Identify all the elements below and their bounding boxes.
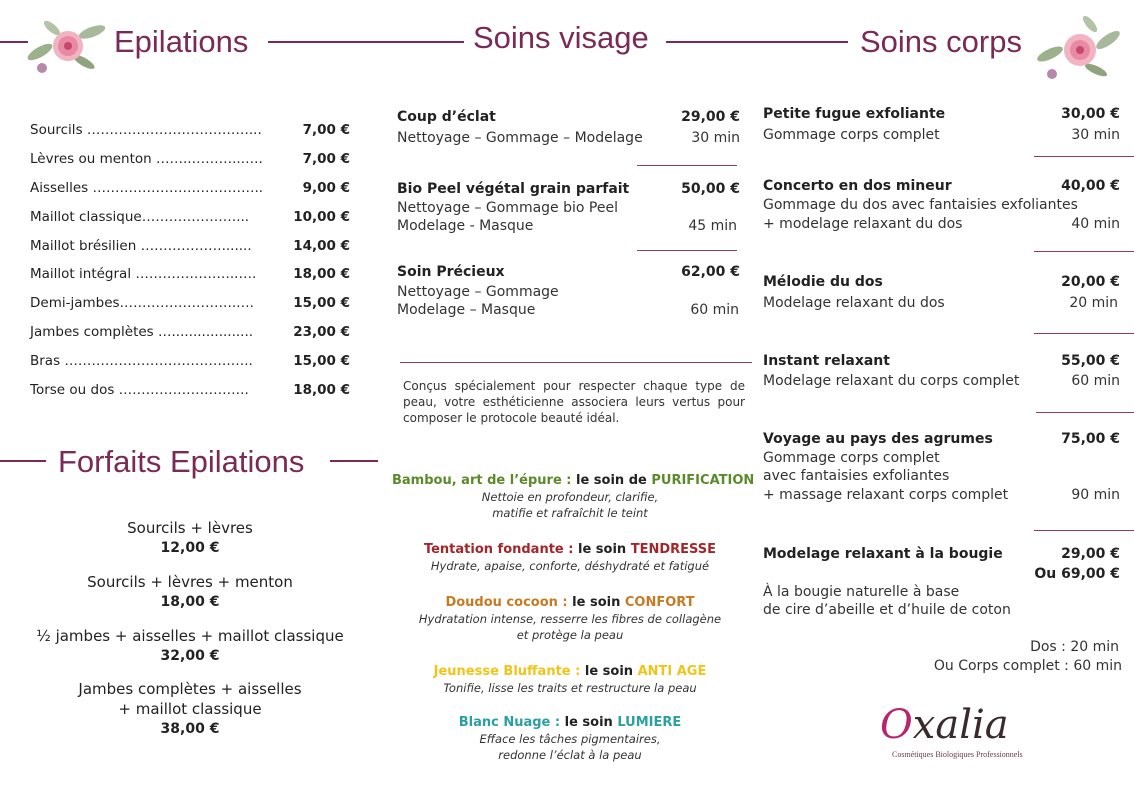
soin-price: 29,00 €: [1061, 546, 1120, 562]
gamme-description: Nettoie en profondeur, clarifie,: [481, 490, 659, 504]
separator-line: [1034, 251, 1134, 252]
forfait-item: [20, 679, 360, 739]
epilation-price: 15,00 €: [293, 353, 350, 369]
gamme-item-purification: [392, 472, 755, 521]
soin-duration: 30 min: [691, 130, 740, 146]
soin-duration: 20 min: [1069, 295, 1118, 311]
soin-description: Gommage du dos avec fantaisies exfoliantes: [763, 197, 1078, 213]
oxalia-logo: [880, 700, 1023, 770]
heading-rule: [0, 460, 46, 462]
soin-description: Modelage relaxant du corps complet: [763, 373, 1020, 389]
soin-title: Soin Précieux: [397, 264, 505, 280]
epilation-label: Sourcils ………………………………...: [30, 122, 262, 138]
soin-description: Nettoyage – Gommage bio Peel: [397, 200, 618, 216]
gamme-name: Doudou cocoon :: [445, 595, 568, 610]
soin-description: Nettoyage – Gommage: [397, 284, 559, 300]
soin-price: 55,00 €: [1061, 353, 1120, 369]
epilation-label: Maillot classique…………………...: [30, 209, 250, 225]
gamme-item-tendresse: [392, 541, 748, 574]
gamme-description: redonne l’éclat à la peau: [498, 748, 642, 762]
gamme-item-anti-age: [392, 663, 748, 696]
gamme-connector: le soin: [580, 664, 638, 679]
soin-price: 40,00 €: [1061, 178, 1120, 194]
gamme-name: Jeunesse Bluffante :: [433, 664, 581, 679]
soin-title: Coup d’éclat: [397, 109, 496, 125]
separator-line: [1034, 156, 1134, 157]
soin-description: Modelage relaxant du dos: [763, 295, 945, 311]
soin-price: 50,00 €: [681, 181, 740, 197]
epilation-price: 15,00 €: [293, 295, 350, 311]
epilation-label: Jambes complètes …...................: [30, 324, 254, 340]
soin-title: Petite fugue exfoliante: [763, 106, 946, 122]
soin-description: Modelage – Masque: [397, 302, 536, 318]
gamme-connector: le soin: [573, 542, 631, 557]
soin-price: 20,00 €: [1061, 274, 1120, 290]
gamme-soin: LUMIERE: [617, 715, 682, 730]
forfait-item: [20, 518, 360, 558]
soin-description: + modelage relaxant du dos: [763, 216, 963, 232]
forfait-label: ½ jambes + aisselles + maillot classique: [36, 627, 344, 645]
epilation-label: Lèvres ou menton ……..………..…..: [30, 151, 263, 167]
soin-duration: 30 min: [1071, 127, 1120, 143]
soin-description: Modelage - Masque: [397, 218, 534, 234]
forfait-label-continued: + maillot classique: [118, 700, 262, 718]
gamme-soin: PURIFICATION: [651, 473, 755, 488]
logo-text: xalia: [912, 702, 1009, 748]
heading-rule: [330, 460, 378, 462]
gamme-soin: TENDRESSE: [630, 542, 717, 557]
soin-duration: Ou Corps complet : 60 min: [933, 658, 1122, 674]
forfait-item: [20, 572, 360, 612]
soin-title: Concerto en dos mineur: [763, 178, 952, 194]
soin-description: Gommage corps complet: [763, 450, 940, 466]
epilation-price: 18,00 €: [293, 382, 350, 398]
gamme-connector: le soin: [567, 595, 625, 610]
intro-text: Conçus spécialement pour respecter chaque type de peau, votre esthéticienne associera leurs vertus pour composer le protocole beauté idéal.: [403, 379, 745, 425]
epilation-label: Aisselles ………………………………..: [30, 180, 264, 196]
epilation-label: Demi-jambes……………………..….: [30, 295, 254, 311]
heading-rule-left: [0, 41, 28, 43]
epilation-price: 23,00 €: [293, 324, 350, 340]
separator-line: [1034, 530, 1134, 531]
forfait-label: Jambes complètes + aisselles: [78, 680, 302, 698]
epilation-price: 10,00 €: [293, 209, 350, 225]
separator-line: [637, 250, 737, 251]
epilation-price: 14,00 €: [293, 238, 350, 254]
soin-duration: 90 min: [1071, 487, 1120, 503]
forfait-price: 38,00 €: [160, 721, 220, 737]
soin-price: 29,00 €: [681, 109, 740, 125]
soin-duration: 60 min: [1071, 373, 1120, 389]
soin-price: 30,00 €: [1061, 106, 1120, 122]
gamme-name: Bambou, art de l’épure :: [392, 473, 572, 488]
soin-duration: Dos : 20 min: [1030, 639, 1119, 655]
soin-title: Bio Peel végétal grain parfait: [397, 181, 630, 197]
gamme-item-confort: [392, 594, 748, 643]
soin-duration: 60 min: [690, 302, 739, 318]
heading-rule: [666, 41, 848, 43]
forfait-price: 32,00 €: [160, 648, 220, 664]
epilation-price: 18,00 €: [293, 266, 350, 282]
soin-price: 75,00 €: [1061, 431, 1120, 447]
soin-title: Voyage au pays des agrumes: [763, 431, 993, 447]
separator-line: [400, 362, 752, 363]
epilation-price: 7,00 €: [302, 151, 350, 167]
heading-soins-visage: Soins visage: [473, 20, 649, 55]
epilation-price: 9,00 €: [302, 180, 350, 196]
soin-title: Mélodie du dos: [763, 274, 883, 290]
heading-forfaits: Forfaits Epilations: [58, 444, 305, 479]
logo-subtitle: Cosmétiques Biologiques Professionnels: [892, 750, 1023, 759]
separator-line: [1034, 333, 1134, 334]
gamme-connector: le soin de: [571, 473, 652, 488]
forfait-price: 18,00 €: [160, 594, 220, 610]
soin-description: Gommage corps complet: [763, 127, 940, 143]
epilation-price: 7,00 €: [302, 122, 350, 138]
forfait-label: Sourcils + lèvres: [127, 519, 253, 537]
heading-rule: [268, 41, 464, 43]
soin-price-alt: Ou 69,00 €: [1034, 566, 1120, 582]
gamme-soin: ANTI AGE: [637, 664, 707, 679]
soin-description: Nettoyage – Gommage – Modelage: [397, 130, 643, 146]
gamme-soin: CONFORT: [624, 595, 695, 610]
epilation-label: Torse ou dos ………………………..: [30, 382, 249, 398]
gamme-name: Tentation fondante :: [423, 542, 574, 557]
gamme-description: et protège la peau: [516, 628, 624, 642]
soin-title: Modelage relaxant à la bougie: [763, 546, 1003, 562]
soin-price: 62,00 €: [681, 264, 740, 280]
soin-duration: 40 min: [1071, 216, 1120, 232]
separator-line: [1036, 412, 1134, 413]
soin-description: avec fantaisies exfoliantes: [763, 468, 950, 484]
separator-line: [637, 165, 737, 166]
forfait-price: 12,00 €: [160, 540, 220, 556]
epilation-label: Maillot brésilien ……………….......: [30, 238, 252, 254]
gamme-connector: le soin: [560, 715, 618, 730]
flower-decoration-left: [22, 10, 114, 80]
gamme-item-lumiere: [392, 714, 748, 763]
soin-duration: 45 min: [688, 218, 737, 234]
soin-title: Instant relaxant: [763, 353, 890, 369]
soin-description: de cire d’abeille et d’huile de coton: [763, 602, 1011, 618]
heading-epilations: Epilations: [114, 24, 249, 59]
epilation-label: Maillot intégral …………………..….: [30, 266, 257, 282]
gamme-description: Tonifie, lisse les traits et restructure la peau: [443, 681, 697, 695]
soin-description: + massage relaxant corps complet: [763, 487, 1009, 503]
gamme-description: matifie et rafraîchit le teint: [492, 506, 648, 520]
soin-description: À la bougie naturelle à base: [763, 584, 960, 600]
flower-decoration-right: [1030, 14, 1126, 84]
gamme-description: Efface les tâches pigmentaires,: [479, 732, 661, 746]
gamme-description: Hydrate, apaise, conforte, déshydraté et fatigué: [430, 559, 710, 573]
forfait-label: Sourcils + lèvres + menton: [87, 573, 293, 591]
forfait-item: [20, 626, 360, 666]
gamme-name: Blanc Nuage :: [458, 715, 561, 730]
gamme-description: Hydratation intense, resserre les fibres de collagène: [418, 612, 722, 626]
epilation-label: Bras ……………………………….…..: [30, 353, 253, 369]
heading-soins-corps: Soins corps: [860, 24, 1022, 59]
logo-letter: O: [880, 702, 913, 748]
